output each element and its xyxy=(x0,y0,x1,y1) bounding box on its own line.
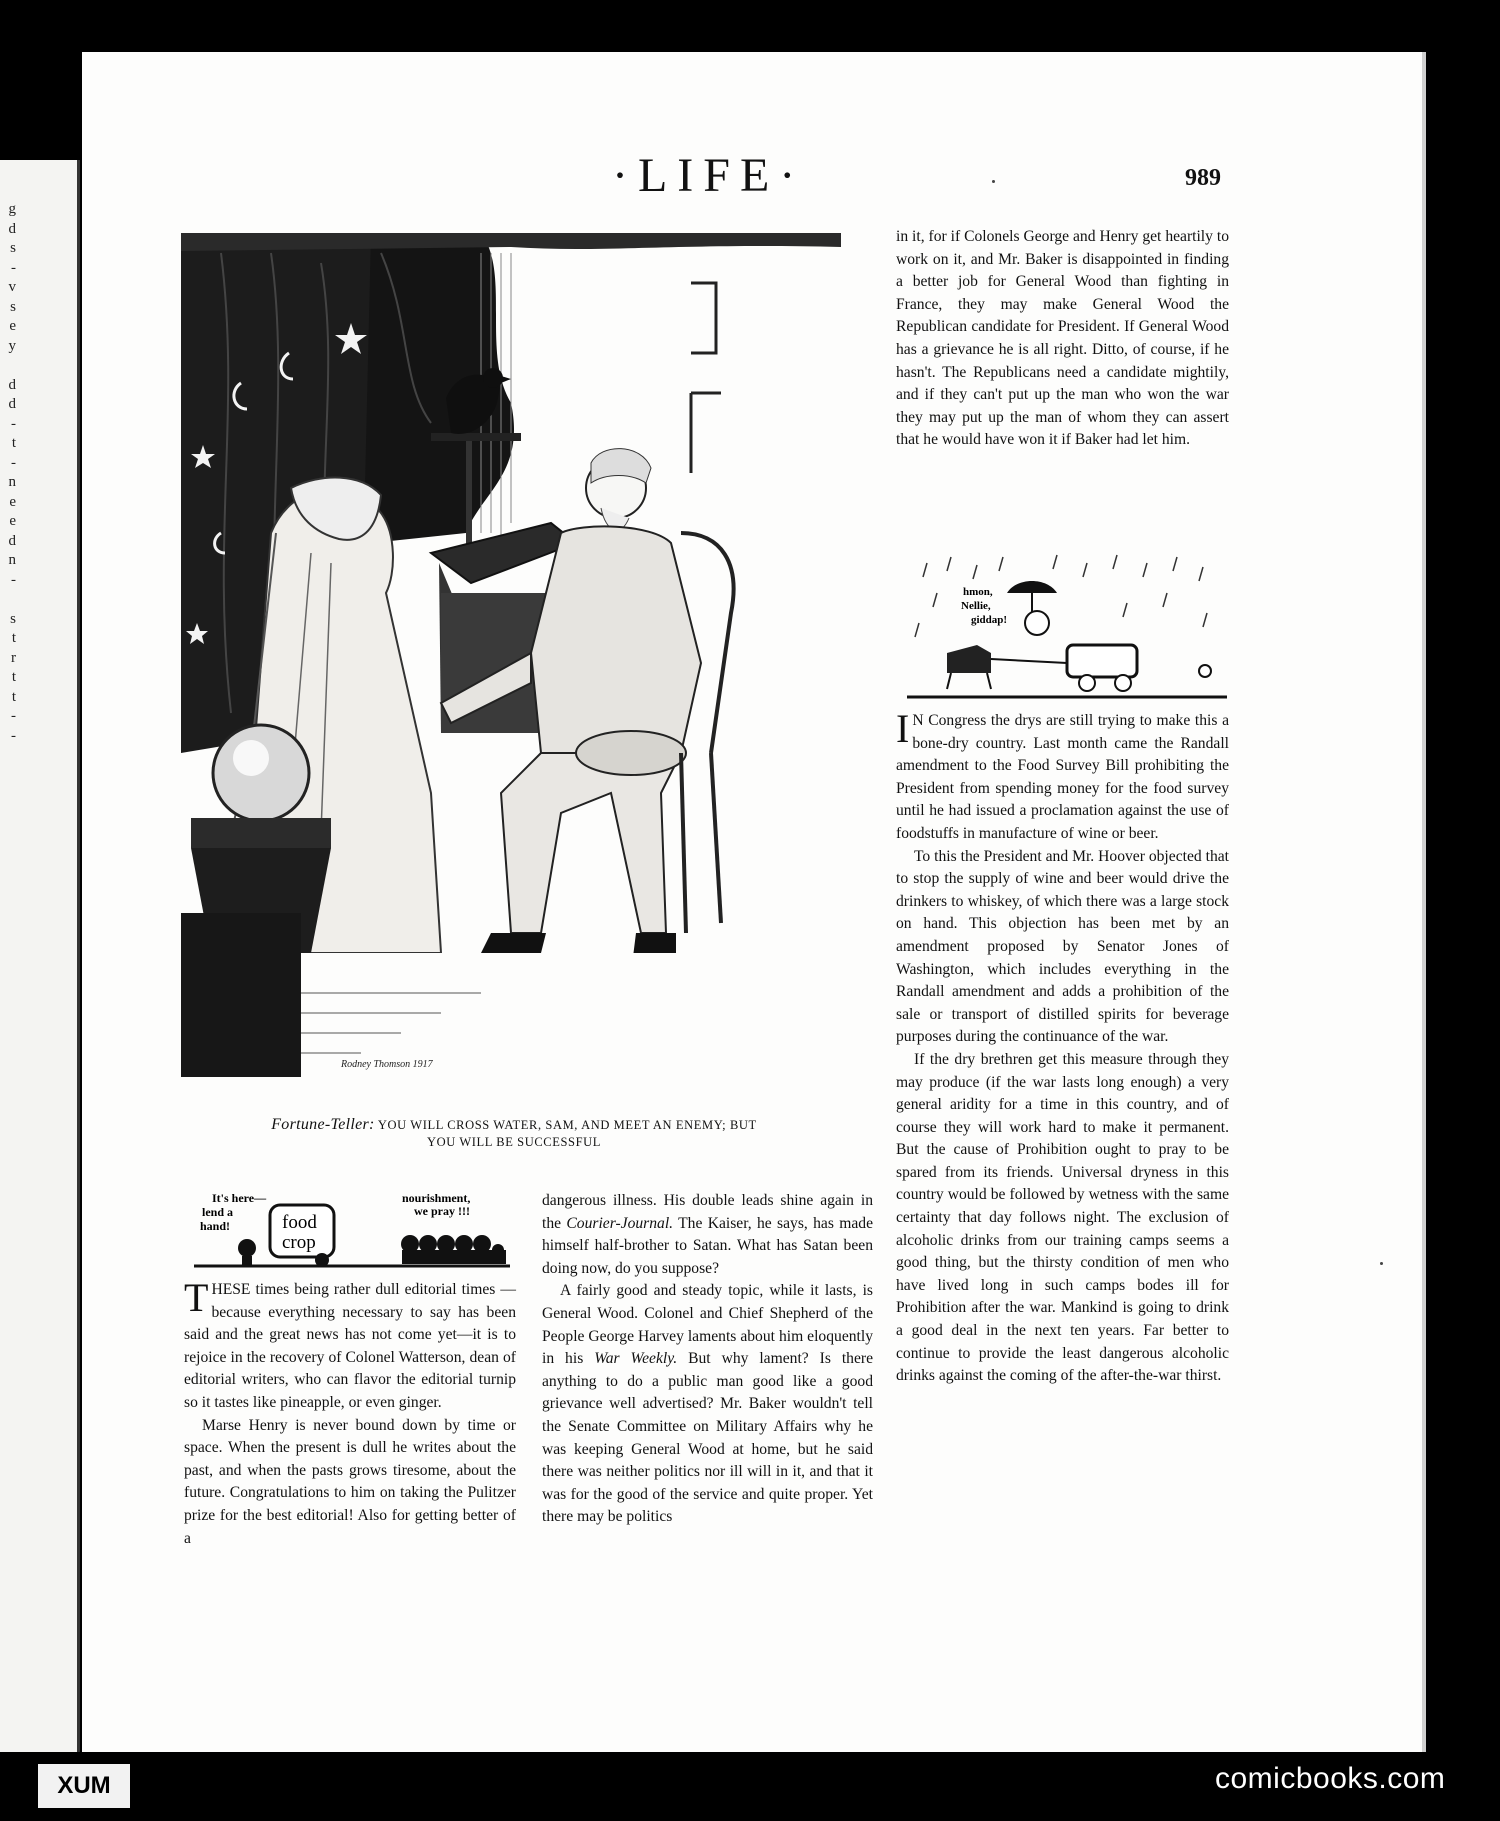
binding-gutter xyxy=(77,160,80,1760)
illustration-signature: Rodney Thomson 1917 xyxy=(341,1059,433,1070)
watermark: comicbooks.com xyxy=(1215,1762,1446,1795)
publication-title: War Weekly. xyxy=(594,1350,678,1368)
masthead: ·LIFE· xyxy=(612,149,806,202)
page-number: 989 xyxy=(1185,165,1221,191)
paragraph xyxy=(542,1190,873,1280)
column-2 xyxy=(542,1190,873,1529)
illustration-caption xyxy=(181,1116,847,1151)
paragraph-text: N Congress the drys are still trying to make this a bone-dry country. Last month came the Randall amendment to the Food Survey Bill prohibiting the President from spending money for the food survey until he had issued a proclamation against the use of foodstuffs in manufacture of wine or beer. xyxy=(896,712,1229,842)
column-3-top xyxy=(896,226,1229,452)
food-vignette-text: hand! xyxy=(200,1219,231,1233)
nellie-text: hmon, xyxy=(963,586,993,598)
paragraph: in it, for if Colonels George and Henry get heartily to work on it, and Mr. Baker is disappointed in finding a better job for General Wood than fighting in France, they may make General Wood the Republican candidate for President. If General Wood has a grievance he is all right. Ditto, of course, if he hasn't. The Republicans need a candidate mightily, and if they can't put up the man who won the war they may put up the man of whom they can assert that he would have won it if Baker had let him. xyxy=(896,228,1229,449)
cart-text: food xyxy=(282,1212,317,1233)
food-vignette-text: we pray !!! xyxy=(414,1204,470,1218)
nellie-cart-vignette xyxy=(907,553,1227,700)
cart-text: crop xyxy=(282,1232,316,1253)
paragraph: Marse Henry is never bound down by time or space. When the present is dull he writes about the past, and when the pasts grows tiresome, about the future. Congratulations to him on taking the Pulitzer prize for the best editorial! Also for getting better of a xyxy=(184,1416,516,1547)
drop-cap: I xyxy=(896,706,910,751)
food-vignette-text: nourishment, xyxy=(402,1191,471,1205)
paragraph xyxy=(896,706,1229,846)
food-vignette-text: It's here— xyxy=(212,1191,267,1205)
paragraph: If the dry brethren get this measure through they may produce (if the war lasts long enough) a very general aridity for a time in this country, and of course they will work hard to make it permanent. But the cause of Prohibition ought to pray to be spared from its friends. Universal dryness in this country would be followed by wetness with the same certainty that day follows night. The exclusion of alcoholic drinks from our training camps seems a good thing, but the thirsty condition of men who have lived long in such camps bodes ill for Prohibition after the war. Mankind is going to drink a good deal in the next ten years. Far better to continue to provide the least dangerous alcoholic drinks against the coming of the after-the-war thirst. xyxy=(896,1050,1229,1385)
left-page-fragment xyxy=(0,160,80,1760)
paragraph: To this the President and Mr. Hoover objected that to stop the supply of wine and beer would drive the drinkers to whiskey, of which there was a large stock on hand. This objection has been met by an amendment proposed by Senator Jones of Washington, which includes everything in the Randall amendment and adds a prohibition of the sale or transport of distilled spirits for beverage purposes during the continuance of the war. xyxy=(896,847,1229,1046)
paragraph xyxy=(184,1275,516,1415)
caption-speaker: Fortune-Teller: xyxy=(271,1116,375,1133)
fortune-teller-illustration xyxy=(181,233,847,1077)
caption-line-1: YOU WILL CROSS WATER, SAM, AND MEET AN ENEMY; BUT xyxy=(377,1118,757,1132)
paragraph-text: A fairly good and steady topic, while it lasts, is General Wood. Colonel and Chief Shepherd of the People George Harvey laments about him eloquently in his xyxy=(542,1282,873,1368)
left-page-text-fragments: g d s - v s e y d d - t - n e e d n - s t r t t - - xyxy=(8,201,16,744)
paragraph-text: The Kaiser, he says, has made himself half-brother to Satan. What has Satan been doing now, do you suppose? xyxy=(542,1214,874,1277)
nellie-text: Nellie, xyxy=(961,600,991,612)
food-vignette-text: lend a xyxy=(202,1205,234,1219)
publication-title: Courier-Journal. xyxy=(566,1214,674,1232)
page-edge xyxy=(1422,52,1426,1752)
paragraph-text: dangerous illness. His double leads shine again in the xyxy=(542,1192,873,1232)
paragraph xyxy=(542,1280,873,1529)
column-1 xyxy=(184,1275,516,1550)
column-3-bottom xyxy=(896,706,1229,1388)
caption-line-2: YOU WILL BE SUCCESSFUL xyxy=(427,1135,601,1149)
drop-cap: T xyxy=(184,1275,209,1320)
printer-dot xyxy=(1380,1262,1383,1265)
printer-dot xyxy=(992,180,995,183)
paragraph-text: HESE times being rather dull editorial times — because everything necessary to say has been said and the great news has not come yet—it is to rejoice in the recovery of Colonel Watterson, dean of editorial writers, who can flavor the editorial turnip so it tastes like pineapple, or even ginger. xyxy=(184,1281,516,1411)
nellie-text: giddap! xyxy=(971,614,1008,626)
scan-label: XUM xyxy=(38,1764,130,1808)
food-crop-vignette xyxy=(192,1188,512,1270)
paragraph-text: But why lament? Is there anything to do a public man good like a good grievance well advertised? Mr. Baker wouldn't tell the Senate Committee on Military Affairs why he was keeping General Wood at home, but he said there was neither politics nor ill will in it, and that it was for the good of the service and quite proper. Yet there may be politics xyxy=(542,1350,873,1526)
